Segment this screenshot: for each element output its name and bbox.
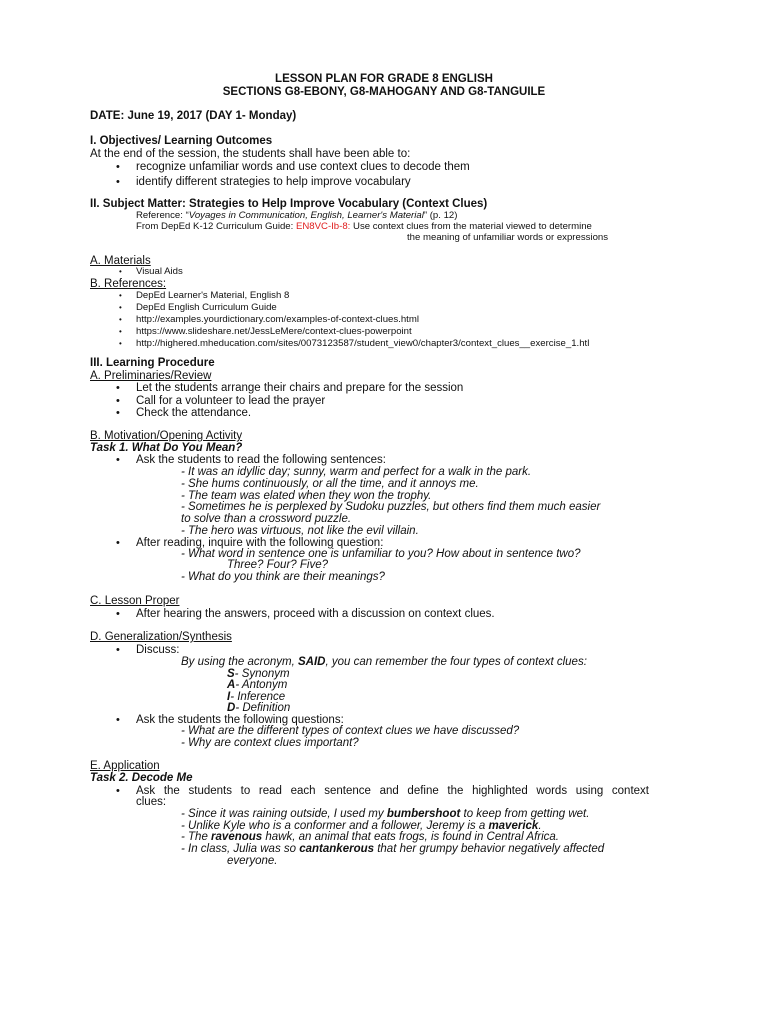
task1-sentence: to solve than a crossword puzzle. [181, 513, 352, 525]
bullet-icon: • [116, 537, 120, 549]
said-acronym: SAID [297, 656, 326, 668]
generalization-heading: D. Generalization/Synthesis [90, 631, 232, 643]
discuss-label: Discuss: [136, 644, 180, 656]
document-subtitle: SECTIONS G8-EBONY, G8-MAHOGANY AND G8-TANGUILE [222, 86, 546, 98]
bullet-icon: • [116, 395, 120, 407]
said-post: , you can remember the four types of context clues: [325, 656, 587, 668]
bullet-icon: • [119, 327, 122, 336]
material-item: Visual Aids [136, 266, 183, 277]
said-text: - Antonym [235, 679, 288, 691]
bullet-icon: • [119, 291, 122, 300]
task1-sentence: - It was an idyllic day; sunny, warm and perfect for a walk in the park. [181, 466, 532, 478]
highlighted-word: maverick [488, 820, 539, 832]
subject-matter-heading: II. Subject Matter: Strategies to Help Improve Vocabulary (Context Clues) [90, 198, 488, 210]
references-heading: B. References: [90, 278, 167, 290]
generalization-question: - Why are context clues important? [181, 737, 359, 749]
preliminary-item: Call for a volunteer to lead the prayer [136, 395, 326, 407]
said-text: - Definition [235, 702, 291, 714]
bullet-icon: • [116, 382, 120, 394]
bullet-icon: • [116, 176, 120, 188]
reference-link[interactable]: https://www.slideshare.net/JessLeMere/context-clues-powerpoint [136, 326, 412, 337]
sentence-text: hawk, an animal that eats frogs, is found in Central Africa. [262, 831, 559, 843]
application-heading: E. Application [90, 760, 160, 772]
task1-followup: After reading, inquire with the following question: [136, 537, 384, 549]
said-letter: A [227, 679, 236, 691]
bullet-icon: • [116, 407, 120, 419]
sentence-text: that her grumpy behavior negatively affected [374, 843, 605, 855]
bullet-icon: • [119, 267, 122, 276]
lesson-proper-item: After hearing the answers, proceed with a discussion on context clues. [136, 608, 495, 620]
task1-sentence: - Sometimes he is perplexed by Sudoku puzzles, but others find them much easier [181, 501, 601, 513]
curriculum-code: EN8VC-Ib-8: [295, 221, 351, 232]
bullet-icon: • [116, 785, 120, 797]
generalization-question: - What are the different types of context clues we have discussed? [181, 725, 520, 737]
reference-item: DepEd Learner's Material, English 8 [136, 290, 290, 301]
task1-sentence: - The team was elated when they won the trophy. [181, 490, 432, 502]
lesson-proper-heading: C. Lesson Proper [90, 595, 180, 607]
task2-instruction: Ask the students to read each sentence and define the highlighted words using context [136, 785, 649, 797]
procedure-heading: III. Learning Procedure [90, 357, 215, 369]
highlighted-word: bumbershoot [386, 808, 461, 820]
bullet-icon: • [116, 161, 120, 173]
said-letter: D [227, 702, 236, 714]
objectives-intro: At the end of the session, the students shall have been able to: [90, 148, 411, 160]
preliminaries-heading: A. Preliminaries/Review [90, 370, 212, 382]
motivation-heading: B. Motivation/Opening Activity [90, 430, 243, 442]
objective-item: recognize unfamiliar words and use context clues to decode them [136, 161, 470, 173]
sentence-text: - Unlike Kyle who is a conformer and a follower, Jeremy is a [181, 820, 489, 832]
generalization-followup: Ask the students the following questions: [136, 714, 344, 726]
task1-title: Task 1. What Do You Mean? [90, 442, 243, 454]
sentence-text: - In class, Julia was so [181, 843, 300, 855]
reference-label: Reference: “ [136, 210, 189, 221]
said-letter: S [227, 668, 235, 680]
task1-question: - What do you think are their meanings? [181, 571, 385, 583]
curriculum-desc: Use context clues from the material viewed to determine [350, 221, 592, 232]
task2-sentence-cont: everyone. [227, 855, 278, 867]
task2-instruction-cont: clues: [136, 796, 167, 808]
materials-heading: A. Materials [90, 255, 151, 267]
bullet-icon: • [116, 454, 120, 466]
bullet-icon: • [116, 714, 120, 726]
task1-sentence: - The hero was virtuous, not like the evil villain. [181, 525, 419, 537]
objectives-heading: I. Objectives/ Learning Outcomes [90, 135, 273, 147]
said-text: - Synonym [234, 668, 290, 680]
objective-item: identify different strategies to help improve vocabulary [136, 176, 411, 188]
bullet-icon: • [116, 608, 120, 620]
curriculum-prefix: From DepEd K-12 Curriculum Guide: [136, 221, 296, 232]
said-letter: I [227, 691, 231, 703]
bullet-icon: • [119, 339, 122, 348]
said-pre: By using the acronym, [181, 656, 298, 668]
highlighted-word: ravenous [211, 831, 263, 843]
preliminary-item: Let the students arrange their chairs and prepare for the session [136, 382, 464, 394]
bullet-icon: • [116, 644, 120, 656]
reference-link[interactable]: http://highered.mheducation.com/sites/0073123587/student_view0/chapter3/context_clues__exercise_1.htl [136, 338, 590, 349]
task1-question: Three? Four? Five? [227, 559, 328, 571]
reference-link[interactable]: http://examples.yourdictionary.com/examples-of-context-clues.html [136, 314, 419, 325]
preliminary-item: Check the attendance. [136, 407, 252, 419]
said-text: - Inference [230, 691, 286, 703]
bullet-icon: • [119, 303, 122, 312]
sentence-text: - Since it was raining outside, I used my [181, 808, 387, 820]
curriculum-desc-cont: the meaning of unfamiliar words or expressions [407, 232, 609, 243]
reference-tail: ” (p. 12) [423, 210, 458, 221]
task1-question: - What word in sentence one is unfamiliar to you? How about in sentence two? [181, 548, 581, 560]
task2-title: Task 2. Decode Me [90, 772, 193, 784]
reference-title: Voyages in Communication, English, Learner's Material [188, 210, 424, 221]
lesson-date: DATE: June 19, 2017 (DAY 1- Monday) [90, 110, 297, 122]
sentence-text: to keep from getting wet. [460, 808, 590, 820]
task1-instruction: Ask the students to read the following sentences: [136, 454, 386, 466]
document-title: LESSON PLAN FOR GRADE 8 ENGLISH [275, 73, 493, 85]
reference-item: DepEd English Curriculum Guide [136, 302, 277, 313]
bullet-icon: • [119, 315, 122, 324]
sentence-text: . [538, 820, 542, 832]
highlighted-word: cantankerous [299, 843, 375, 855]
sentence-text: - The [181, 831, 212, 843]
task1-sentence: - She hums continuously, or all the time, and it annoys me. [181, 478, 479, 490]
